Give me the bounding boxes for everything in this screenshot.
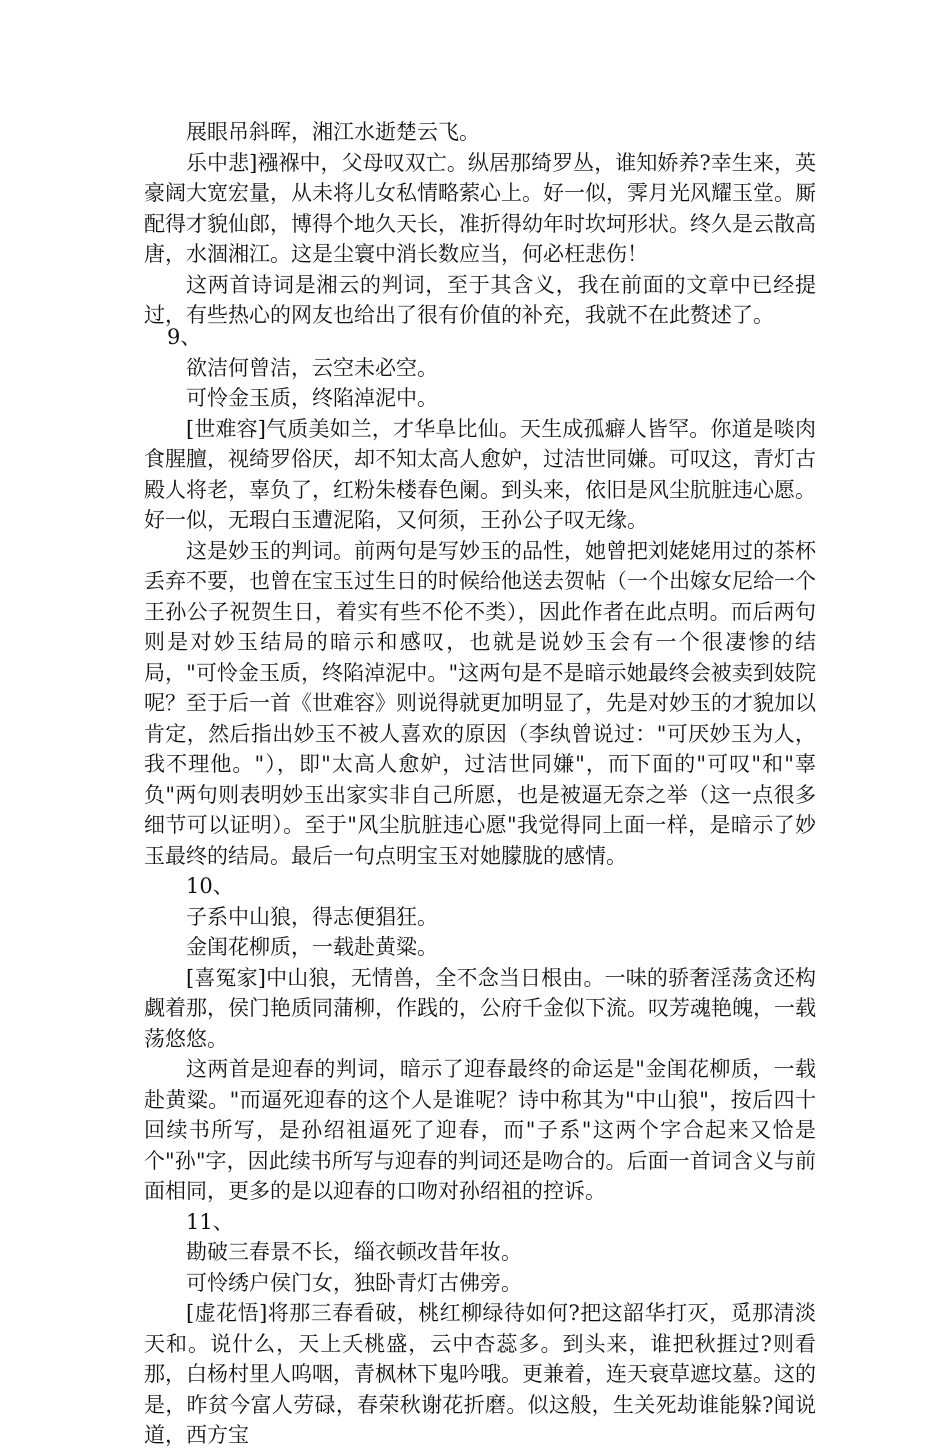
verse-line: 可怜绣户侯门女，独卧青灯古佛旁。 — [186, 1270, 522, 1295]
verse-line: 展眼吊斜晖，湘江水逝楚云飞。 — [186, 120, 480, 144]
verse-line: 金闺花柳质，一载赴黄粱。 — [186, 935, 438, 959]
lyric-paragraph: [世难容]气质美如兰，才华阜比仙。天生成孤癖人皆罕。你道是啖肉食腥膻，视绮罗俗厌，却不知太高人愈妒，过洁世同嫌。可叹这，青灯古殿人将老，辜负了，红粉朱楼春色阑。到头来，依旧是风尘肮脏违心愿。好一似，无瑕白玉遭泥陷，又何须，王孙公子叹无缘。 — [144, 416, 816, 532]
commentary-paragraph: 这两首是迎春的判词，暗示了迎春最终的命运是"金闺花柳质，一载赴黄粱。"而逼死迎春的这个人是谁呢？诗中称其为"中山狼"，按后四十回续书所写，是孙绍祖逼死了迎春，而"子系"这两个字合起来又恰是个"孙"字，因此续书所写与迎春的判词还是吻合的。后面一首词含义与前面相同，更多的是以迎春的口吻对孙绍祖的控诉。 — [144, 1057, 816, 1203]
section-heading: 9、 — [167, 325, 202, 349]
verse-line: 可怜金玉质，终陷淖泥中。 — [186, 386, 438, 410]
commentary-paragraph: 这是妙玉的判词。前两句是写妙玉的品性，她曾把刘姥姥用过的茶杯丢弃不要，也曾在宝玉过生日的时候给他送去贺帖（一个出嫁女尼给一个王孙公子祝贺生日，着实有些不伦不类），因此作者在此点明。而后两句则是对妙玉结局的暗示和感叹，也就是说妙玉会有一个很凄惨的结局，"可怜金玉质，终陷淖泥中。"这两句是不是暗示她最终会被卖到妓院呢？至于后一首《世难容》则说得就更加明显了，先是对妙玉的才貌加以肯定，然后指出妙玉不被人喜欢的原因（李纨曾说过："可厌妙玉为人，我不理他。"），即"太高人愈妒，过洁世同嫌"，而下面的"可叹"和"辜负"两句则表明妙玉出家实非自己所愿，也是被逼无奈之举（这一点很多细节可以证明）。至于"风尘肮脏违心愿"我觉得同上面一样，是暗示了妙玉最终的结局。最后一句点明宝玉对她朦胧的感情。 — [144, 538, 816, 868]
section-heading: 11、 — [186, 1209, 234, 1234]
commentary-paragraph: 这两首诗词是湘云的判词，至于其含义，我在前面的文章中已经提过，有些热心的网友也给出了很有价值的补充，我就不在此赘述了。 — [144, 272, 816, 327]
verse-line: 欲洁何曾洁，云空未必空。 — [186, 355, 438, 380]
lyric-paragraph: [虚花悟]将那三春看破，桃红柳绿待如何?把这韶华打灭，觅那清淡天和。说什么，天上夭桃盛，云中杏蕊多。到头来，谁把秋捱过?则看那，白杨村里人呜咽，青枫林下鬼吟哦。更兼着，连天衰草遮坟墓。这的是，昨贫今富人劳碌，春荣秋谢花折磨。似这般，生关死劫谁能躲?闻说道，西方宝 — [144, 1301, 816, 1447]
section-xiangyun-commentary — [144, 117, 816, 331]
section-heading: 10、 — [186, 874, 234, 898]
lyric-paragraph: 乐中悲]襁褓中，父母叹双亡。纵居那绮罗丛，谁知娇养?幸生来，英豪阔大宽宏量，从未将儿女私情略萦心上。好一似，霁月光风耀玉堂。厮配得才貌仙郎，博得个地久天长，准折得幼年时坎坷形状。终久是云散高唐，水涸湘江。这是尘寰中消长数应当，何必枉悲伤！ — [144, 150, 816, 266]
verse-line: 子系中山狼，得志便猖狂。 — [186, 904, 438, 929]
lyric-paragraph: [喜冤家]中山狼，无情兽，全不念当日根由。一味的骄奢淫荡贪还构觑着那，侯门艳质同蒲柳，作践的，公府千金似下流。叹芳魂艳魄，一载荡悠悠。 — [144, 965, 816, 1051]
section-9 — [144, 322, 816, 1451]
verse-line: 勘破三春景不长，缁衣顿改昔年妆。 — [186, 1240, 522, 1264]
